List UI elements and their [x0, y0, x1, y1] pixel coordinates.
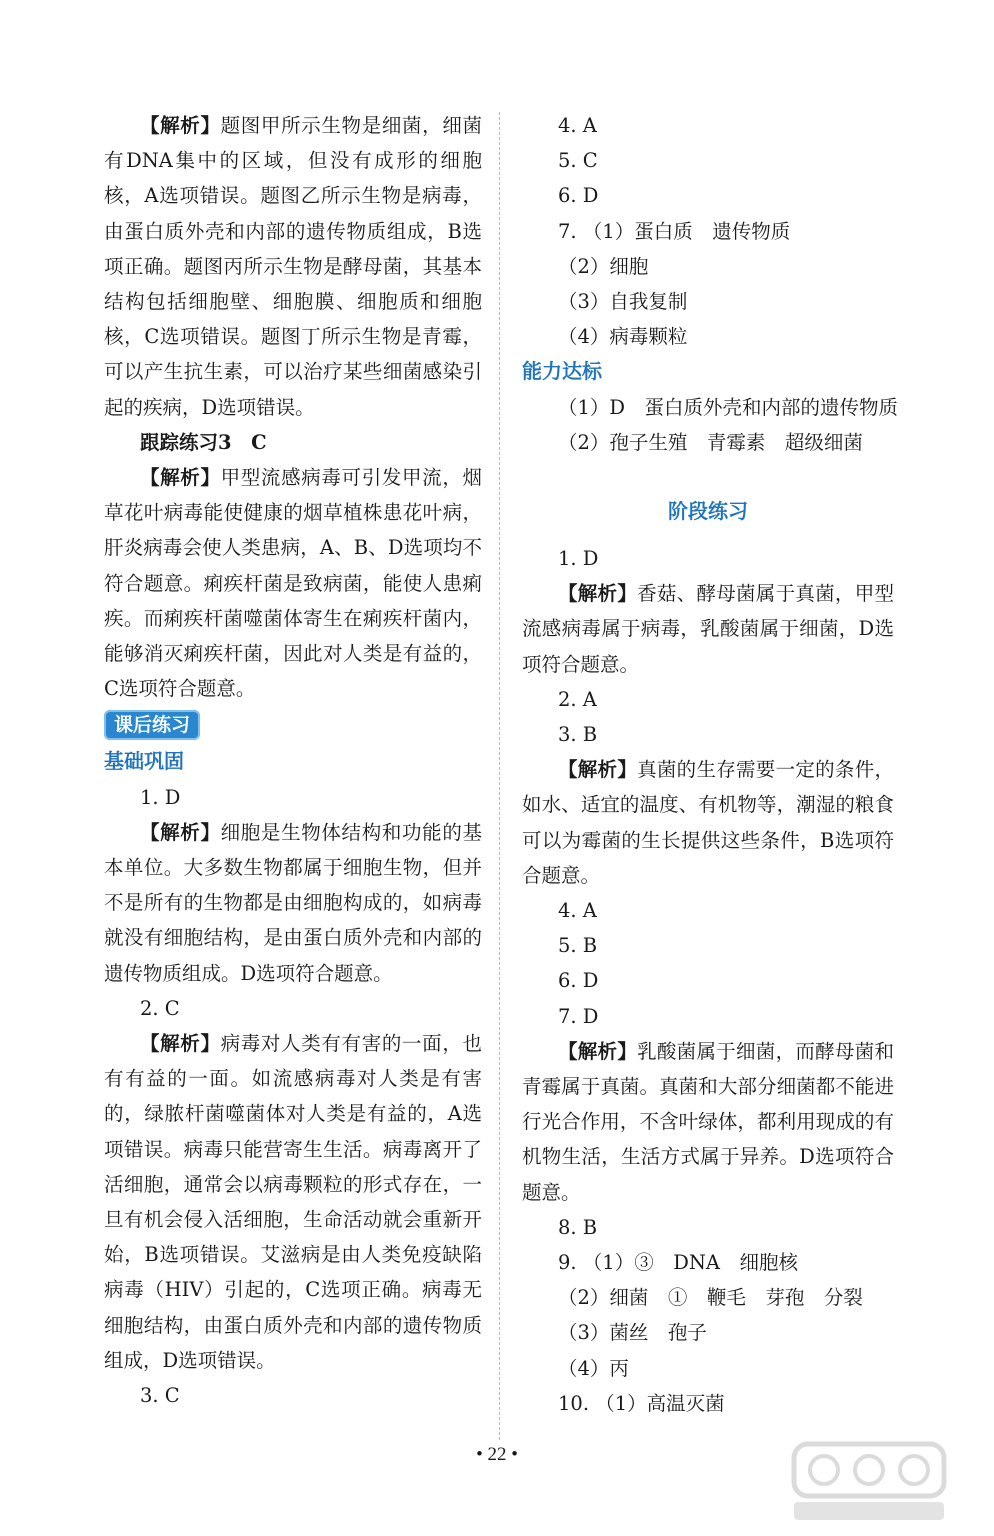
answer-subitem: （2）孢子生殖 青霉素 超级细菌 [558, 430, 863, 454]
analysis-paragraph: 【解析】真菌的生存需要一定的条件，如水、适宜的温度、有机物等，潮湿的粮食可以为霉菌的生长提供这些条件，B选项符合题意。 [522, 758, 894, 887]
tracking-exercise-3: 跟踪练习3 C [140, 430, 267, 454]
answer-item: 6. D [558, 969, 599, 993]
analysis-label: 【解析】 [140, 1032, 221, 1056]
left-column [104, 108, 482, 1413]
answer-subitem: （3）菌丝 孢子 [558, 1321, 707, 1345]
section-banner [104, 706, 482, 744]
analysis-paragraph: 【解析】病毒对人类有有害的一面，也有有益的一面。如流感病毒对人类是有害的，绿脓杆菌噬菌体对人类是有益的，A选项错误。病毒只能营寄生生活。病毒离开了活细胞，通常会以病毒颗粒的形式存在，一旦有机会侵入活细胞，生命活动就会重新开始，B选项错误。艾滋病是由人类免疫缺陷病毒（HIV）引起的，C选项正确。病毒无细胞结构，由蛋白质外壳和内部的遗传物质组成，D选项错误。 [104, 1032, 482, 1372]
answer-item: 5. B [558, 934, 598, 958]
answer-item: 3. C [140, 1384, 180, 1408]
after-class-banner: 课后练习 [104, 710, 200, 740]
answer-item: 5. C [558, 149, 598, 173]
answer-item: 9. （1）③ DNA 细胞核 [558, 1251, 798, 1275]
stage-practice-heading: 阶段练习 [668, 498, 748, 523]
analysis-label: 【解析】 [558, 1039, 638, 1063]
analysis-label: 【解析】 [140, 820, 221, 844]
analysis-paragraph: 【解析】题图甲所示生物是细菌，细菌有DNA集中的区域，但没有成形的细胞核，A选项错误。题图乙所示生物是病毒，由蛋白质外壳和内部的遗传物质组成，B选项正确。题图丙所示生物是酵母菌，其基本结构包括细胞壁、细胞膜、细胞质和细胞核，C选项错误。题图丁所示生物是青霉，可以产生抗生素，可以治疗某些细菌感染引起的疾病，D选项错误。 [104, 114, 482, 419]
answer-item: 4. A [558, 114, 597, 137]
answer-subitem: （2）细菌 ① 鞭毛 芽孢 分裂 [558, 1286, 863, 1310]
analysis-label: 【解析】 [558, 582, 638, 606]
basic-consolidation-heading: 基础巩固 [104, 749, 184, 774]
analysis-label: 【解析】 [140, 466, 221, 490]
answer-item: 1. D [140, 785, 181, 809]
answer-item: 7. （1）蛋白质 遗传物质 [558, 219, 791, 243]
watermark-logo [784, 1426, 954, 1526]
analysis-paragraph: 【解析】香菇、酵母菌属于真菌，甲型流感病毒属于病毒，乳酸菌属于细菌，D选项符合题意。 [522, 582, 894, 676]
analysis-paragraph: 【解析】乳酸菌属于细菌，而酵母菌和青霉属于真菌。真菌和大部分细菌都不能进行光合作用，不含叶绿体，都利用现成的有机物生活，生活方式属于异养。D选项符合题意。 [522, 1039, 894, 1204]
analysis-label: 【解析】 [140, 114, 221, 137]
answer-subitem: （1）D 蛋白质外壳和内部的遗传物质 [558, 395, 899, 419]
answer-item: 7. D [558, 1004, 599, 1028]
answer-subitem: （3）自我复制 [558, 289, 688, 313]
answer-item: 1. D [558, 547, 599, 571]
answer-item: 10. （1）高温灭菌 [558, 1391, 725, 1415]
analysis-label: 【解析】 [558, 758, 638, 782]
answer-item: 4. A [558, 899, 597, 923]
answer-subitem: （4）病毒颗粒 [558, 325, 688, 349]
column-divider [499, 112, 500, 1440]
right-column [522, 108, 899, 1421]
answer-subitem: （2）细胞 [558, 254, 649, 278]
analysis-paragraph: 【解析】细胞是生物体结构和功能的基本单位。大多数生物都属于细胞生物，但并不是所有的生物都是由细胞构成的，如病毒就没有细胞结构，是由蛋白质外壳和内部的遗传物质组成。D选项符合题意。 [104, 820, 482, 985]
answer-item: 8. B [558, 1215, 598, 1239]
ability-heading: 能力达标 [522, 359, 602, 384]
answer-item: 2. C [140, 996, 180, 1020]
page-number: • 22 • [476, 1444, 518, 1465]
answer-item: 6. D [558, 184, 599, 208]
answer-subitem: （4）丙 [558, 1356, 629, 1380]
analysis-paragraph: 【解析】甲型流感病毒可引发甲流，烟草花叶病毒能使健康的烟草植株患花叶病，肝炎病毒会使人类患病，A、B、D选项均不符合题意。痢疾杆菌是致病菌，能使人患痢疾。而痢疾杆菌噬菌体寄生在痢疾杆菌内，能够消灭痢疾杆菌，因此对人类是有益的，C选项符合题意。 [104, 466, 482, 701]
answer-item: 3. B [558, 723, 598, 747]
answer-item: 2. A [558, 687, 597, 711]
